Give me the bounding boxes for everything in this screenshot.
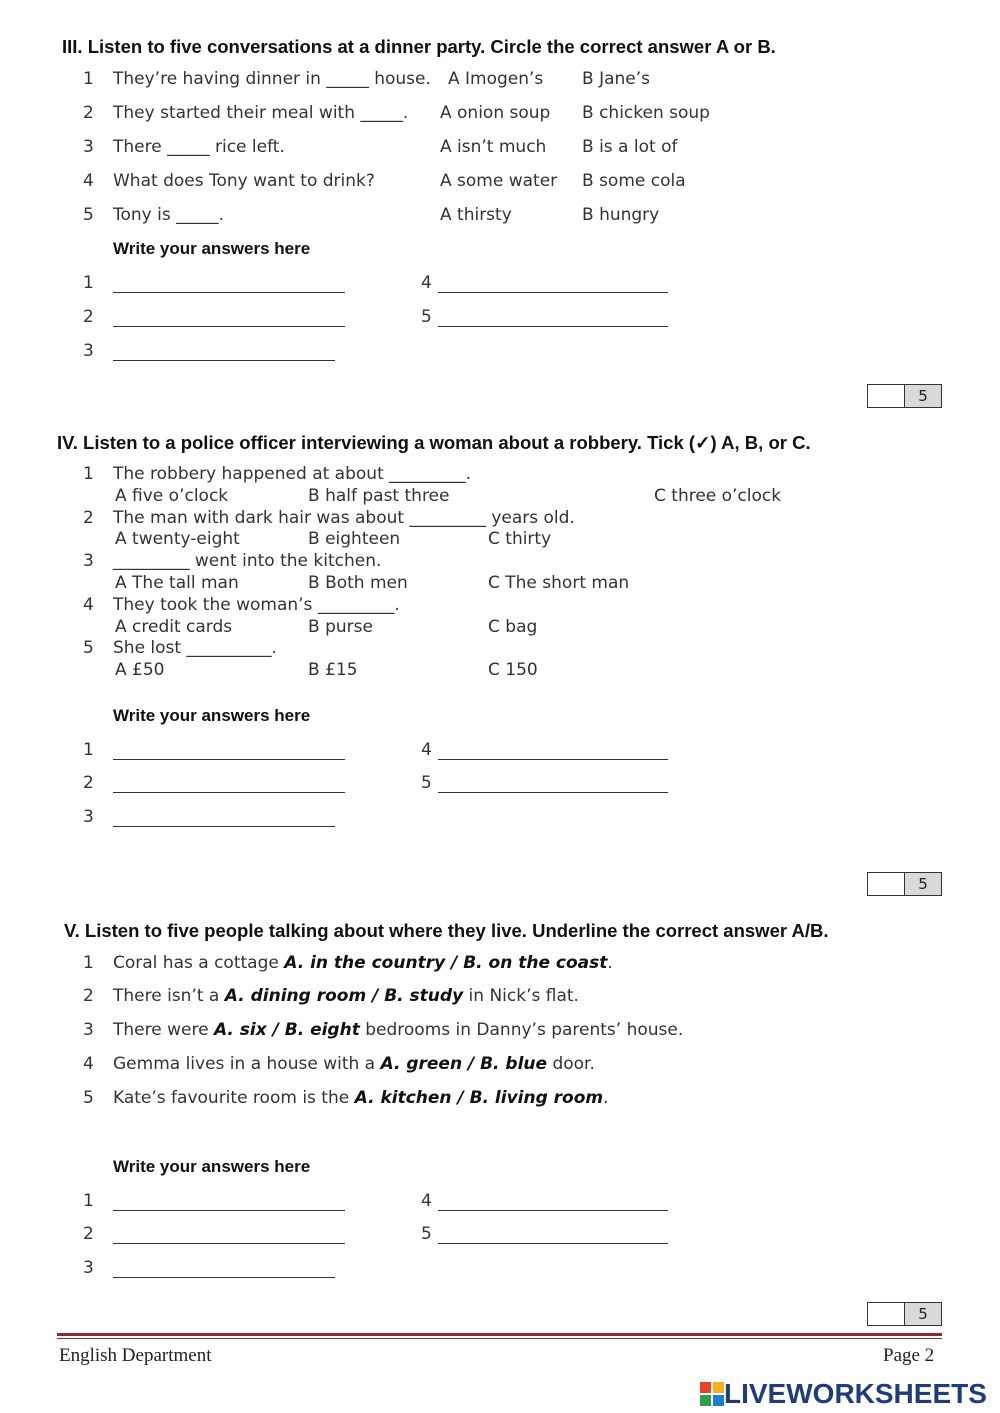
answer-line[interactable]: [438, 292, 668, 293]
answer-options[interactable]: A. in the country / B. on the coast: [284, 953, 608, 973]
score-box: [867, 1302, 942, 1326]
question-text: She lost __________.: [113, 638, 277, 658]
answer-number: 1: [83, 1191, 94, 1211]
option-c[interactable]: C bag: [488, 617, 538, 637]
answer-number: 3: [83, 1258, 94, 1278]
answer-number: 2: [83, 307, 94, 327]
score-input[interactable]: [868, 1303, 905, 1325]
answer-number: 5: [421, 1224, 432, 1244]
q-number: 4: [83, 595, 94, 615]
answer-number: 1: [83, 740, 94, 760]
option-b[interactable]: B is a lot of: [582, 137, 678, 157]
sentence-end: door.: [547, 1054, 595, 1074]
answer-options[interactable]: A. kitchen / B. living room: [354, 1088, 604, 1108]
question-text: They’re having dinner in _____ house.: [113, 69, 431, 89]
write-answers-label: Write your answers here: [113, 706, 311, 725]
answer-line[interactable]: [438, 792, 668, 793]
answer-line[interactable]: [113, 1277, 335, 1278]
question-sentence: [113, 986, 579, 1006]
write-answers-label: Write your answers here: [113, 1157, 311, 1176]
question-text: The man with dark hair was about _________ years old.: [113, 508, 575, 528]
answer-line[interactable]: [438, 1210, 668, 1211]
option-b[interactable]: B eighteen: [308, 529, 401, 549]
option-a[interactable]: A credit cards: [115, 617, 233, 637]
q-number: 3: [83, 137, 94, 157]
sentence-end: .: [603, 1088, 609, 1108]
option-a[interactable]: A Imogen’s: [448, 69, 544, 89]
option-c[interactable]: C The short man: [488, 573, 630, 593]
option-b[interactable]: B half past three: [308, 486, 450, 506]
score-input[interactable]: [868, 873, 905, 895]
option-a[interactable]: A isn’t much: [440, 137, 547, 157]
question-text: They started their meal with _____.: [113, 103, 409, 123]
option-b[interactable]: B hungry: [582, 205, 660, 225]
liveworksheets-logo-icon: [700, 1382, 724, 1406]
answer-number: 3: [83, 807, 94, 827]
footer-divider: [57, 1333, 942, 1336]
score-total: 5: [905, 385, 941, 407]
score-total: 5: [905, 1303, 941, 1325]
section-3-title: III. Listen to five conversations at a dinner party. Circle the correct answer A or B.: [62, 36, 776, 57]
q-number: 5: [83, 638, 94, 658]
sentence-end: in Nick’s flat.: [463, 986, 579, 1006]
answer-number: 3: [83, 341, 94, 361]
sentence-end: .: [607, 953, 613, 973]
q-number: 5: [83, 1088, 94, 1108]
q-number: 1: [83, 953, 94, 973]
q-number: 3: [83, 1020, 94, 1040]
q-number: 2: [83, 508, 94, 528]
answer-number: 2: [83, 773, 94, 793]
question-sentence: [113, 1088, 609, 1108]
answer-line[interactable]: [438, 759, 668, 760]
answer-line[interactable]: [113, 759, 345, 760]
option-b[interactable]: B purse: [308, 617, 373, 637]
sentence-end: bedrooms in Danny’s parents’ house.: [359, 1020, 684, 1040]
answer-number: 1: [83, 273, 94, 293]
answer-line[interactable]: [113, 1210, 345, 1211]
q-number: 2: [83, 986, 94, 1006]
sentence-start: Gemma lives in a house with a: [113, 1054, 381, 1074]
q-number: 1: [83, 69, 94, 89]
score-input[interactable]: [868, 385, 905, 407]
q-number: 5: [83, 205, 94, 225]
score-box: [867, 872, 942, 896]
question-sentence: [113, 1020, 683, 1040]
question-text: The robbery happened at about _________.: [113, 464, 472, 484]
answer-number: 5: [421, 307, 432, 327]
option-b[interactable]: B some cola: [582, 171, 686, 191]
answer-number: 4: [421, 740, 432, 760]
answer-number: 2: [83, 1224, 94, 1244]
footer-department: English Department: [59, 1345, 212, 1366]
sentence-start: There were: [113, 1020, 214, 1040]
liveworksheets-logo: [700, 1378, 987, 1410]
question-sentence: [113, 1054, 595, 1074]
option-a[interactable]: A £50: [115, 660, 165, 680]
option-b[interactable]: B chicken soup: [582, 103, 710, 123]
option-b[interactable]: B Both men: [308, 573, 408, 593]
sentence-start: There isn’t a: [113, 986, 225, 1006]
question-text: They took the woman’s _________.: [113, 595, 400, 615]
answer-line[interactable]: [113, 326, 345, 327]
option-a[interactable]: A twenty-eight: [115, 529, 240, 549]
answer-number: 4: [421, 273, 432, 293]
q-number: 4: [83, 171, 94, 191]
option-b[interactable]: B Jane’s: [582, 69, 650, 89]
option-a[interactable]: A The tall man: [115, 573, 239, 593]
question-text: What does Tony want to drink?: [113, 171, 375, 191]
option-a[interactable]: A five o’clock: [115, 486, 229, 506]
option-a[interactable]: A some water: [440, 171, 558, 191]
score-box: [867, 384, 942, 408]
answer-options[interactable]: A. dining room / B. study: [224, 986, 464, 1006]
footer-divider-thin: [57, 1338, 942, 1339]
answer-line[interactable]: [113, 1243, 345, 1244]
option-c[interactable]: C three o’clock: [654, 486, 782, 506]
q-number: 3: [83, 551, 94, 571]
option-a[interactable]: A thirsty: [440, 205, 512, 225]
logo-text: LIVEWORKSHEETS: [724, 1378, 987, 1409]
section-4-title: IV. Listen to a police officer interviewing a woman about a robbery. Tick (✓) A, B, or C.: [57, 432, 811, 453]
q-number: 2: [83, 103, 94, 123]
question-sentence: [113, 953, 613, 973]
answer-number: 5: [421, 773, 432, 793]
answer-line[interactable]: [113, 360, 335, 361]
answer-line[interactable]: [113, 792, 345, 793]
answer-number: 4: [421, 1191, 432, 1211]
write-answers-label: Write your answers here: [113, 239, 311, 258]
sentence-start: Coral has a cottage: [113, 953, 285, 973]
option-b[interactable]: B £15: [308, 660, 358, 680]
sentence-start: Kate’s favourite room is the: [113, 1088, 355, 1108]
question-text: Tony is _____.: [113, 205, 225, 225]
section-5-title: V. Listen to five people talking about where they live. Underline the correct answer A/B.: [64, 920, 829, 941]
answer-options[interactable]: A. green / B. blue: [380, 1054, 548, 1074]
answer-options[interactable]: A. six / B. eight: [213, 1020, 360, 1040]
option-c[interactable]: C 150: [488, 660, 538, 680]
answer-line[interactable]: [113, 292, 345, 293]
option-a[interactable]: A onion soup: [440, 103, 551, 123]
q-number: 4: [83, 1054, 94, 1074]
answer-line[interactable]: [113, 826, 335, 827]
footer-page-number: Page 2: [883, 1345, 935, 1366]
answer-line[interactable]: [438, 326, 668, 327]
score-total: 5: [905, 873, 941, 895]
question-text: _________ went into the kitchen.: [113, 551, 382, 571]
question-text: There _____ rice left.: [113, 137, 285, 157]
option-c[interactable]: C thirty: [488, 529, 552, 549]
answer-line[interactable]: [438, 1243, 668, 1244]
q-number: 1: [83, 464, 94, 484]
